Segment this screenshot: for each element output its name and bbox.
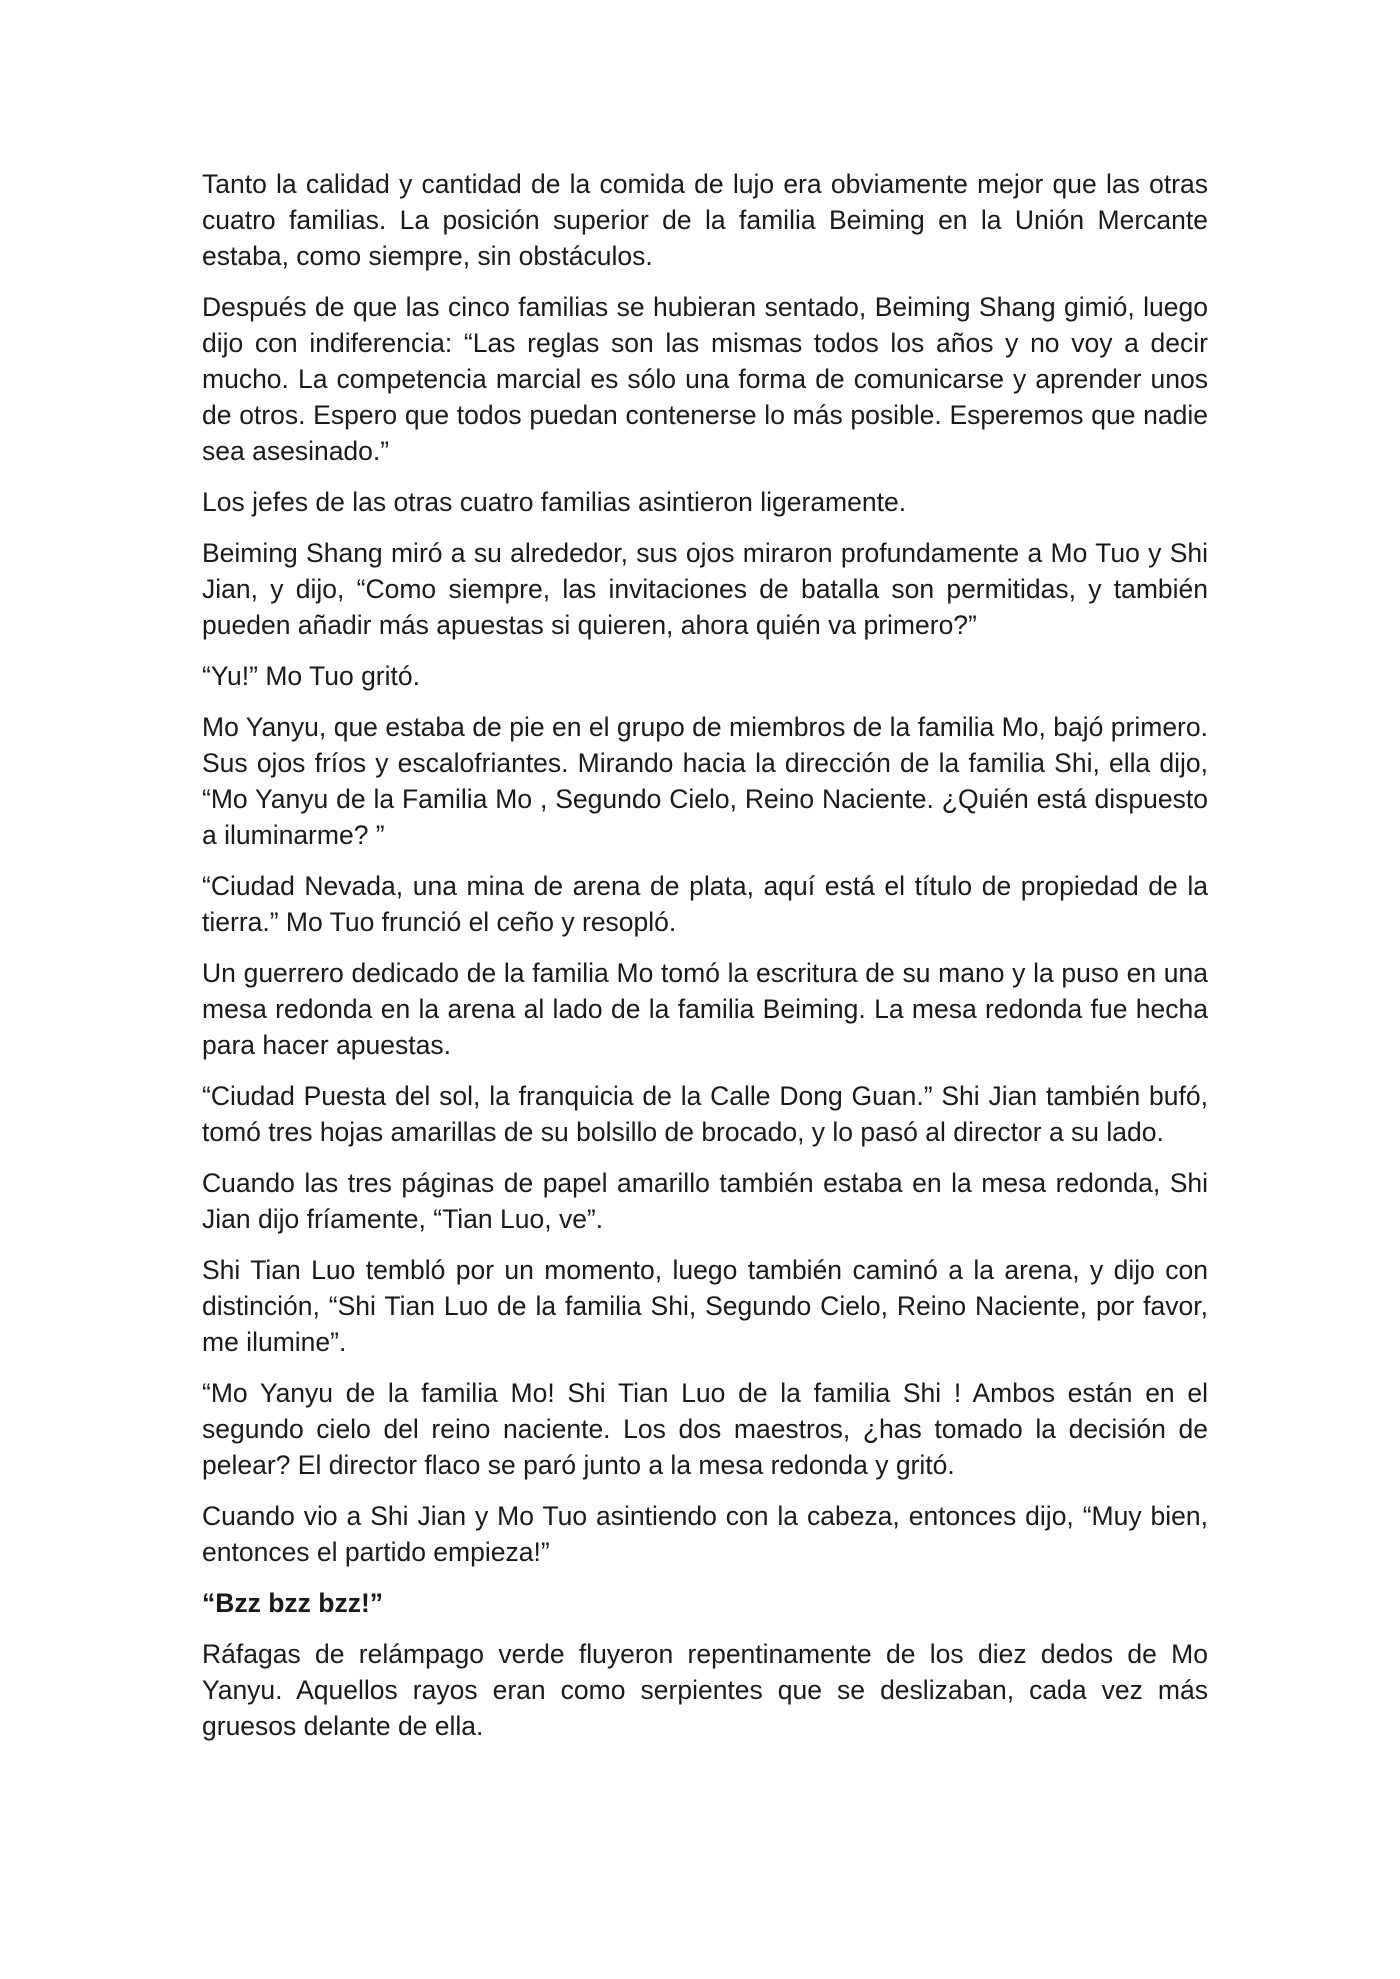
paragraph: Mo Yanyu, que estaba de pie en el grupo de miembros de la familia Mo, bajó primero. Sus ojos fríos y escalofriantes. Mirando hacia la dirección de la familia Shi, ella dijo, “Mo Yanyu de la Familia Mo , Segundo Cielo, Reino Naciente. ¿Quién está dispuesto a iluminarme? ” bbox=[202, 712, 1208, 850]
paragraph: “Ciudad Puesta del sol, la franquicia de la Calle Dong Guan.” Shi Jian también bufó, tomó tres hojas amarillas de su bolsillo de brocado, y lo pasó al director a su lado. bbox=[202, 1081, 1208, 1147]
paragraph: Tanto la calidad y cantidad de la comida de lujo era obviamente mejor que las otras cuatro familias. La posición superior de la familia Beiming en la Unión Mercante estaba, como siempre, sin obstáculos. bbox=[202, 169, 1208, 271]
paragraph: Shi Tian Luo tembló por un momento, luego también caminó a la arena, y dijo con distinción, “Shi Tian Luo de la familia Shi, Segundo Cielo, Reino Naciente, por favor, me ilumine”. bbox=[202, 1255, 1208, 1357]
paragraph: “Yu!” Mo Tuo gritó. bbox=[202, 661, 420, 691]
paragraph: Los jefes de las otras cuatro familias asintieron ligeramente. bbox=[202, 487, 907, 517]
paragraph: Ráfagas de relámpago verde fluyeron repentinamente de los diez dedos de Mo Yanyu. Aquellos rayos eran como serpientes que se deslizaban, cada vez más gruesos delante de ella. bbox=[202, 1639, 1208, 1741]
paragraph: “Ciudad Nevada, una mina de arena de plata, aquí está el título de propiedad de la tierra.” Mo Tuo frunció el ceño y resopló. bbox=[202, 871, 1208, 937]
paragraph: Cuando las tres páginas de papel amarillo también estaba en la mesa redonda, Shi Jian dijo fríamente, “Tian Luo, ve”. bbox=[202, 1168, 1208, 1234]
paragraph: Un guerrero dedicado de la familia Mo tomó la escritura de su mano y la puso en una mesa redonda en la arena al lado de la familia Beiming. La mesa redonda fue hecha para hacer apuestas. bbox=[202, 958, 1208, 1060]
document-body bbox=[202, 166, 1208, 1759]
sound-effect-paragraph: “Bzz bzz bzz!” bbox=[202, 1588, 384, 1618]
paragraph: “Mo Yanyu de la familia Mo! Shi Tian Luo de la familia Shi ! Ambos están en el segundo cielo del reino naciente. Los dos maestros, ¿has tomado la decisión de pelear? El director flaco se paró junto a la mesa redonda y gritó. bbox=[202, 1378, 1208, 1480]
paragraph: Después de que las cinco familias se hubieran sentado, Beiming Shang gimió, luego dijo con indiferencia: “Las reglas son las mismas todos los años y no voy a decir mucho. La competencia marcial es sólo una forma de comunicarse y aprender unos de otros. Espero que todos puedan contenerse lo más posible. Esperemos que nadie sea asesinado.” bbox=[202, 292, 1208, 466]
paragraph: Cuando vio a Shi Jian y Mo Tuo asintiendo con la cabeza, entonces dijo, “Muy bien, entonces el partido empieza!” bbox=[202, 1501, 1208, 1567]
paragraph: Beiming Shang miró a su alrededor, sus ojos miraron profundamente a Mo Tuo y Shi Jian, y dijo, “Como siempre, las invitaciones de batalla son permitidas, y también pueden añadir más apuestas si quieren, ahora quién va primero?” bbox=[202, 538, 1208, 640]
